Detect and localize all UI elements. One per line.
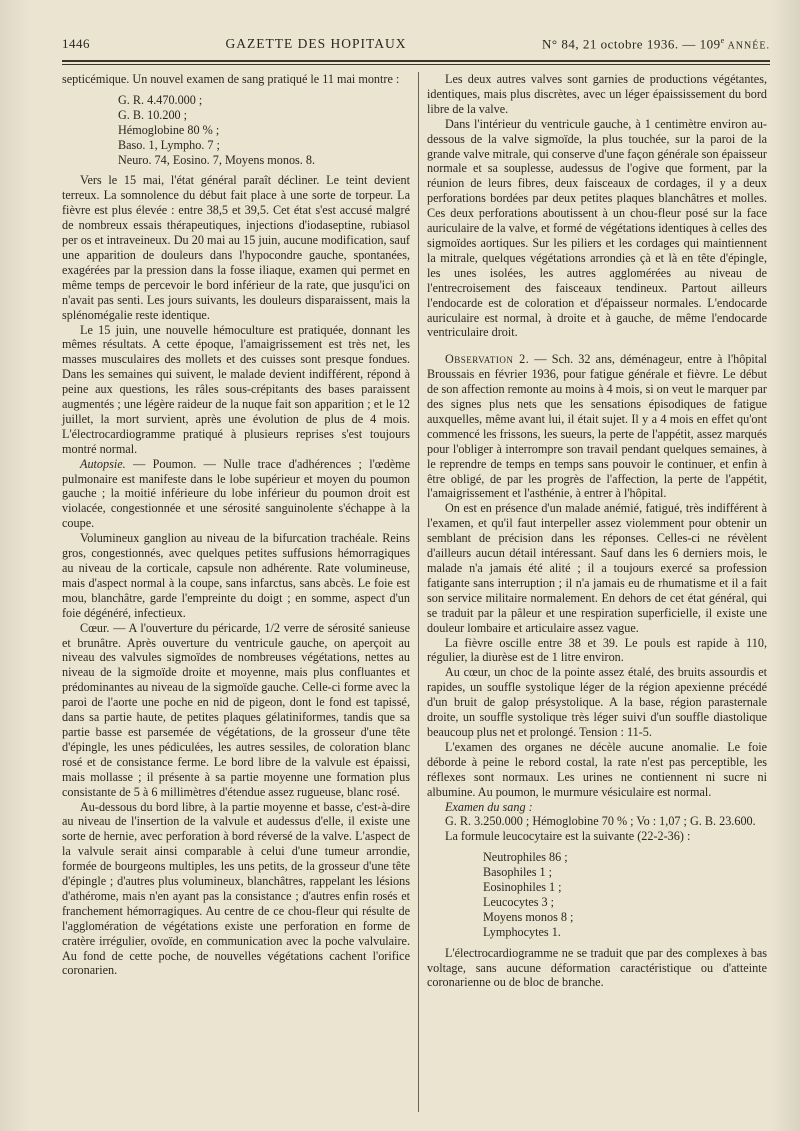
paragraph: La fièvre oscille entre 38 et 39. Le pouls est rapide à 110, régulier, la diurèse est de 1 litre environ.	[427, 635, 767, 665]
annee-superscript: e	[720, 36, 725, 45]
paragraph: Cœur. — A l'ouverture du péricarde, 1/2 verre de sérosité sanieuse et brunâtre. Après ouverture du ventricule gauche, on aperçoit au niveau des valvules sigmoïdes de nombreuses végétations, nettes au niveau de la sigmoïde droite et moyenne, mais plus confluantes et prédominantes au niveau de la sigmoïde gauche. Celle-ci forme avec la paroi de l'aorte une poche en nid de pigeon, dont le fond est tapissé, dans sa partie haute, de petites plaques gélatiniformes, tandis que sa partie basse est parsemée de végétations, de la grosseur d'une tête d'épingle, les unes pédiculées, les autres sessiles, de coloration blanc rosé et de consistance ferme. Le bord libre de la valvule est épaissi, mais mollasse ; il présente à sa partie moyenne une formation plus consistante de 5 à 6 millimètres d'étendue assez rugueuse, blanc rosé.	[62, 620, 410, 799]
autopsy-paragraph	[62, 457, 410, 532]
paragraph: Le 15 juin, une nouvelle hémoculture est pratiquée, donnant les mêmes résultats. A cette époque, l'amaigrissement est très net, les masses musculaires des mollets et des cuisses sont presque fondues. Dans les semaines qui suivent, le malade devient indifférent, répond à peine aux questions, les râles sous-crépitants des bases paraissent augmentés ; une légère raideur de la nuque fait son apparition ; et le 12 juillet, la mort survient, après une évolution de plus de 4 mois. L'électrocardiogramme pratiqué à plusieurs reprises s'est toujours montré normal.	[62, 322, 410, 456]
paragraph: L'examen des organes ne décèle aucune anomalie. Le foie déborde à peine le rebord costal, la rate n'est pas perceptible, les réflexes sont normaux. Les urines ne contiennent ni sucre ni albumine. Au poumon, le murmure vésiculaire est normal.	[427, 739, 767, 799]
issue-line	[542, 36, 770, 52]
lab-result: Leucocytes 3 ;	[483, 894, 555, 909]
annee-label: ANNÉE.	[724, 40, 770, 52]
header-rule-thick	[62, 60, 770, 62]
paragraph: G. R. 3.250.000 ; Hémoglobine 70 % ; Vo : 1,07 ; G. B. 23.600.	[445, 814, 756, 829]
lab-result: Eosinophiles 1 ;	[483, 880, 562, 895]
autopsy-label: Autopsie.	[80, 456, 126, 471]
paragraph: La formule leucocytaire est la suivante (22-2-36) :	[445, 829, 691, 844]
spacer	[427, 340, 767, 352]
paragraph: septicémique. Un nouvel examen de sang pratiqué le 11 mai montre :	[62, 72, 400, 86]
issue-date: N° 84, 21 octobre 1936. — 109	[542, 36, 721, 52]
running-header	[62, 36, 770, 60]
paragraph: On est en présence d'un malade anémié, fatigué, très indifférent à l'examen, et qu'il faut interpeller assez violemment pour obtenir un semblant de précision dans les réponses. Celles-ci ne révèlent d'ailleurs aucun détail intéressant. Sauf dans les 6 derniers mois, le malade n'a jamais été alité ; il a toujours exercé sa profession fatigante sans interruption ; il n'a jamais eu de rhumatisme et il a fait son service militaire normalement. En dehors de cet état général, qui se traduit par la pâleur et une respiration superficielle, il existe une douleur lombaire et articulaire assez vague.	[427, 501, 767, 635]
lab-result: Hémoglobine 80 % ;	[118, 122, 220, 137]
observation-label: Observation 2.	[445, 352, 530, 367]
column-divider	[418, 72, 419, 1112]
lab-result: Moyens monos 8 ;	[483, 909, 574, 924]
lab-results-list	[62, 93, 410, 168]
paragraph: L'électrocardiogramme ne se traduit que par des complexes à bas voltage, sans aucune déformation caractéristique ou d'atteinte coronarienne ou de bloc de branche.	[427, 945, 767, 990]
lab-result: G. R. 4.470.000 ;	[118, 92, 203, 107]
paragraph: Vers le 15 mai, l'état général paraît décliner. Le teint devient terreux. La somnolence du début fait place à une sorte de torpeur. La fièvre est plus élevée : entre 38,5 et 39,5. Cet état s'est accusé malgré de nombreux essais thérapeutiques, injections d'iodaseptine, rubiasol per os et intraveineux. Du 20 mai au 15 juin, aucune modification, sauf une apparition de douleurs dans l'hypocondre gauche, spontanées, exagérées par la pression dans la fosse iliaque, examen qui permet en même temps de percevoir le bord inférieur de la rate, que jusqu'ici on n'avait pas senti. Les jours suivants, les douleurs disparaissent, mais la splénomégalie reste identique.	[62, 173, 410, 322]
paragraph: Au-dessous du bord libre, à la partie moyenne et basse, c'est-à-dire au niveau de l'insertion de la valvule et audessus d'elle, il existe une sorte de hernie, avec perforation à bord réversé de la valve. L'aspect de la valvule serait ainsi comparable à celui d'une tumeur arrondie, formée de bourgeons multiples, les uns petits, de la grosseur d'une tête d'épingle ; d'autres plus volumineux, blanchâtres, rappelant les lésions d'athérome, mais n'en ayant pas la consistance ; d'autres enfin rosés et franchement hémorragiques. Au centre de ce chou-fleur qui résulte de l'agglomération de végétations existe une perforation en forme de cratère irrégulier, ovoïde, en communication avec la poche valvulaire. Au fond de cette poche, de nouvelles végétations cachent l'orifice coronarien.	[62, 799, 410, 978]
header-rule-thin	[62, 64, 770, 65]
lab-result: G. B. 10.200 ;	[118, 107, 188, 122]
paragraph: Les deux autres valves sont garnies de productions végétantes, identiques, mais plus discrètes, avec un léger épaississement du bord libre de la valve.	[427, 72, 767, 116]
observation-paragraph	[427, 352, 767, 501]
journal-title: GAZETTE DES HOPITAUX	[225, 36, 407, 52]
left-column	[62, 72, 410, 978]
paragraph: Au cœur, un choc de la pointe assez étalé, des bruits assourdis et rapides, un souffle systolique léger de la région apexienne précédé d'un bruit de galop présystolique. A la base, région parasternale droite, un souffle systolique très léger suivi d'un souffle diastolique beaucoup plus net et prolongé. Tension : 11-5.	[427, 665, 767, 739]
lab-result: Basophiles 1 ;	[483, 865, 553, 880]
lab-result: Neuro. 74, Eosino. 7, Moyens monos. 8.	[118, 152, 316, 167]
page-number: 1446	[62, 36, 90, 52]
blood-exam-label: Examen du sang :	[445, 799, 533, 814]
leukocyte-formula-list	[427, 850, 767, 939]
autopsy-text: — Poumon. — Nulle trace d'adhérences ; l'œdème pulmonaire est manifeste dans le lobe supérieur et moyen du poumon gauche ; la moitié inférieure du lobe inférieur du poumon droit est violacée, congestionnée et une sérosité sanguinolente s'échappe à la coupe.	[62, 456, 410, 531]
lab-result: Neutrophiles 86 ;	[483, 850, 568, 865]
right-column	[427, 72, 767, 990]
paragraph: Dans l'intérieur du ventricule gauche, à 1 centimètre environ au-dessous de la valve sigmoïde, la plus touchée, sur la paroi de la grande valve mitrale, qui conserve d'une façon générale son épaisseur normale et sa souplesse, audessus de l'ogive que forment, par la réunion de leurs fibres, deux faisceaux de cordages, il y a deux perforations bordées par deux petites plaques blanchâtres et molles. Ces deux perforations aboutissent à un chou-fleur posé sur la face auriculaire de la valve, et formé de végétations identiques à celles des sigmoïdes aortiques. Sur les piliers et les cordages qui maintiennent la mitrale, quelques végétations arrondies çà et là en tête d'épingle, les unes isolées, les autres agglomérées au niveau de l'entrecroisement des faisceaux tendineux. Partout ailleurs l'endocarde est de coloration et d'épaisseur normales. L'endocarde auriculaire est normal, à droite et à gauche, de même l'endocarde ventriculaire droit.	[427, 116, 767, 340]
lab-result: Lymphocytes 1.	[483, 924, 561, 939]
observation-text: — Sch. 32 ans, déménageur, entre à l'hôpital Broussais en février 1936, pour fatigue générale et fièvre. Le début de son affection remonte au moins à 4 mois, si on veut le marquer par des signes plus nets que les sensations épisodiques de fatigue auxquelles, même avant lui, il était sujet. Il y a 4 mois en effet qu'ont commencé les frissons, les sueurs, la perte de l'appétit, assez marqués pour l'obliger à interrompre son travail pendant quelques semaines, à le reprendre de temps en temps sans pouvoir le continuer, et enfin à être obligé, de par les progrès de l'affection, la perte de l'appétit, l'amaigrissement et l'asthénie, à entrer à l'hôpital.	[427, 352, 767, 501]
lab-result: Baso. 1, Lympho. 7 ;	[118, 137, 220, 152]
paragraph: Volumineux ganglion au niveau de la bifurcation trachéale. Reins gros, congestionnés, avec quelques petites suffusions hémorragiques au niveau de la corticale, capsule non adhérente. Rate volumineuse, mais d'aspect normal à la coupe, sans infarctus, sans abcès. Le foie est mou, blanchâtre, garde l'empreinte du doigt ; en somme, aspect d'un foie dégénéré, infectieux.	[62, 531, 410, 620]
